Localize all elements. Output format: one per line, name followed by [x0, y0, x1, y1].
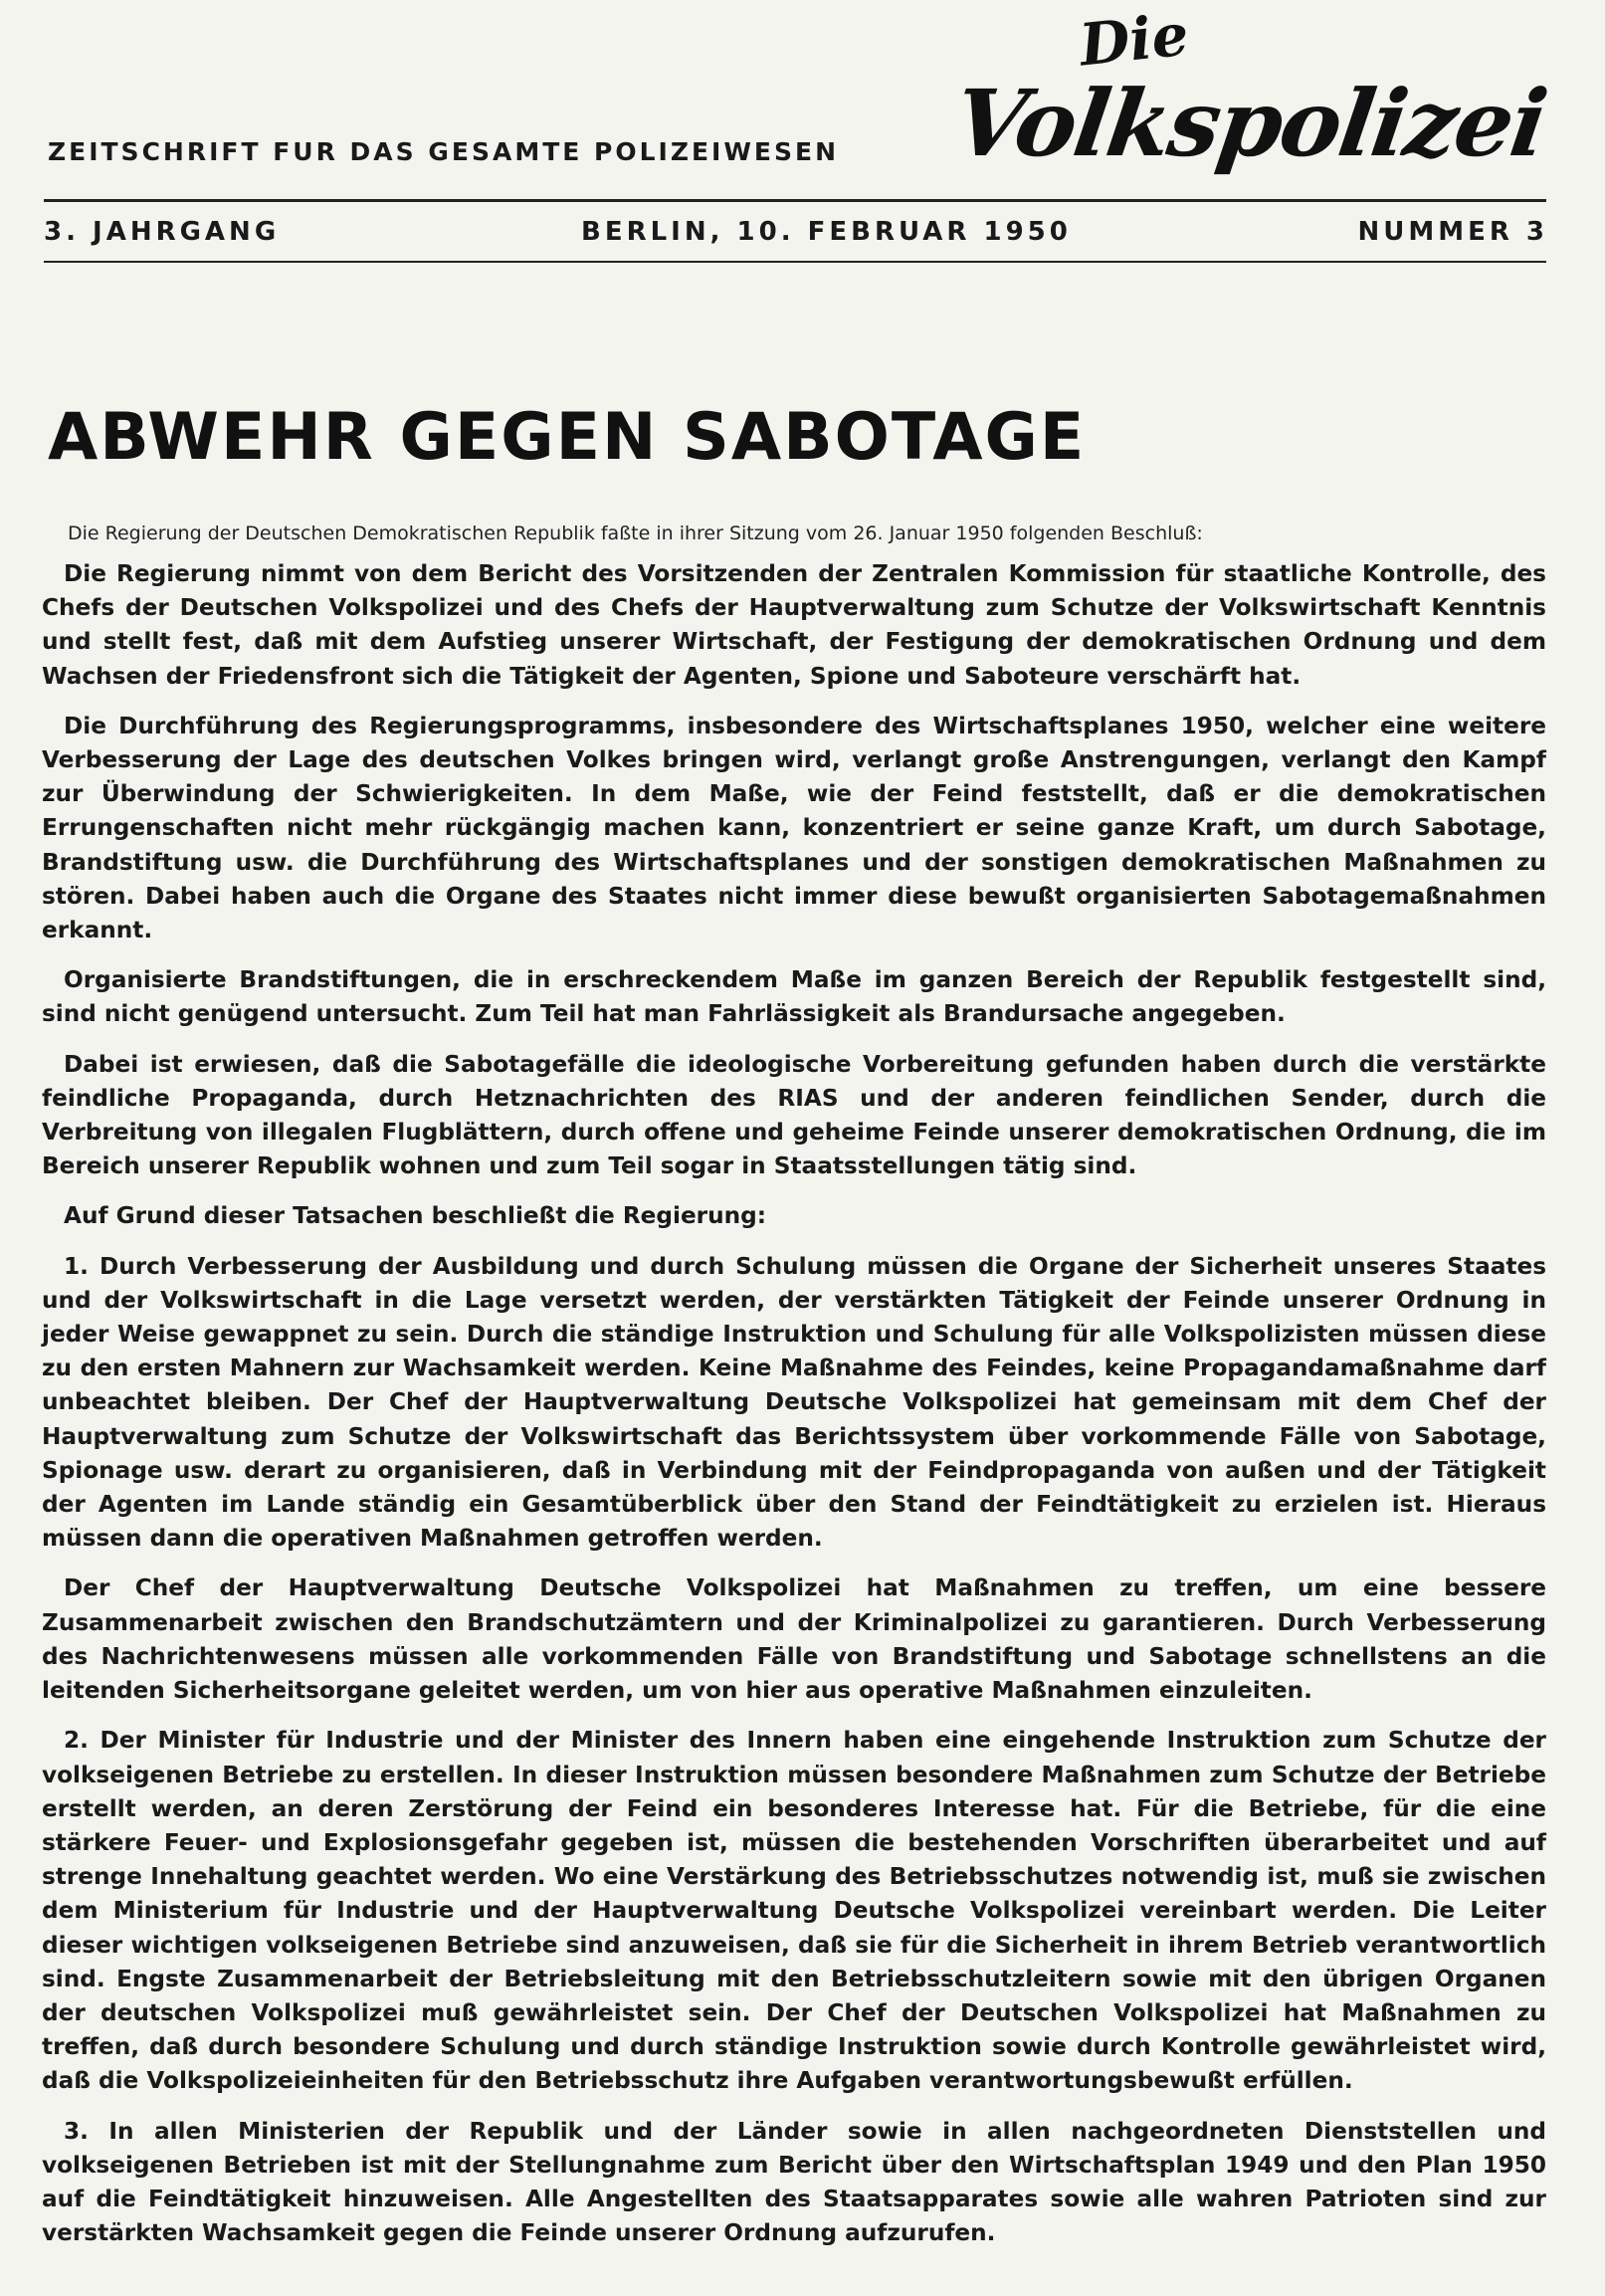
paragraph-8: 2. Der Minister für Industrie und der Minister des Innern haben eine eingehende Instruktion zum Schutze der volkseigenen Betriebe zu erstellen. In dieser Instruktion müssen besondere Maßnahmen zum Schutze der Betriebe erstellt werden, an deren Zerstörung der Feind ein besonderes Interesse hat. Für die Betriebe, für die eine stärkere Feuer- und Explosionsgefahr gegeben ist, müssen die bestehenden Vorschriften überarbeitet und auf strenge Innehaltung geachtet werden. Wo eine Verstärkung des Betriebsschutzes notwendig ist, muß sie zwischen dem Ministerium für Industrie und der Hauptverwaltung Deutsche Volkspolizei vereinbart werden. Die Leiter dieser wichtigen volkseigenen Betriebe sind anzuweisen, daß sie für die Sicherheit in ihrem Betrieb verantwortlich sind. Engste Zusammenarbeit der Betriebsleitung mit den Betriebsschutzleitern sowie mit den übrigen Organen der deutschen Volkspolizei muß gewährleistet sein. Der Chef der Deutschen Volkspolizei hat Maßnahmen zu treffen, daß durch besondere Schulung und durch ständige Instruktion sowie durch Kontrolle gewährleistet wird, daß die Volkspolizeieinheiten für den Betriebsschutz ihre Aufgaben verantwortungsbewußt erfüllen.	[42, 1727, 1546, 2095]
paragraph-6: 1. Durch Verbesserung der Ausbildung und durch Schulung müssen die Organe der Sicherheit unseres Staates und der Volkswirtschaft in die Lage versetzt werden, der verstärkten Tätigkeit der Feinde unserer Ordnung in jeder Weise gewappnet zu sein. Durch die ständige Instruktion und Schulung für alle Volkspolizisten müssen diese zu den ersten Mahnern zur Wachsamkeit werden. Keine Maßnahme des Feindes, keine Propagandamaßnahme darf unbeachtet bleiben. Der Chef der Hauptverwaltung Deutsche Volkspolizei hat gemeinsam mit dem Chef der Hauptverwaltung zum Schutze der Volkswirtschaft das Berichtssystem über vorkommende Fälle von Sabotage, Spionage usw. derart zu organisieren, daß in Verbindung mit der Feindpropaganda von außen und der Tätigkeit der Agenten im Lande ständig ein Gesamtüberblick über den Stand der Feindtätigkeit zu erzielen ist. Hieraus müssen dann die operativen Maßnahmen getroffen werden.	[42, 1252, 1546, 1553]
paragraph-4: Dabei ist erwiesen, daß die Sabotagefälle die ideologische Vorbereitung gefunden haben durch die verstärkte feindliche Propaganda, durch Hetznachrichten des RIAS und der anderen feindlichen Sender, durch die Verbreitung von illegalen Flugblättern, durch offene und geheime Feinde unserer demokratischen Ordnung, die im Bereich unserer Republik wohnen und zum Teil sogar in Staatsstellungen tätig sind.	[42, 1050, 1546, 1180]
issue-number: NUMMER 3	[1357, 217, 1548, 247]
paragraph-2: Die Durchführung des Regierungsprogramms, insbesondere des Wirtschaftsplanes 1950, welcher eine weitere Verbesserung der Lage des deutschen Volkes bringen wird, verlangt große Anstrengungen, verlangt den Kampf zur Überwindung der Schwierigkeiten. In dem Maße, wie der Feind feststellt, daß er die demokratischen Errungenschaften nicht mehr rückgängig machen kann, konzentriert er seine ganze Kraft, um durch Sabotage, Brandstiftung usw. die Durchführung des Wirtschaftsplanes und der sonstigen demokratischen Maßnahmen zu stören. Dabei haben auch die Organe des Staates nicht immer diese bewußt organisierten Sabotagemaßnahmen erkannt.	[42, 712, 1546, 944]
place-date: BERLIN, 10. FEBRUAR 1950	[581, 217, 1072, 247]
logo-volkspolizei: Volkspolizei	[947, 70, 1552, 177]
article-intro: Die Regierung der Deutschen Demokratischen Republik faßte in ihrer Sitzung vom 26. Januar 1950 folgenden Beschluß:	[68, 522, 1203, 544]
paragraph-9: 3. In allen Ministerien der Republik und der Länder sowie in allen nachgeordneten Dienststellen und volkseigenen Betrieben ist mit der Stellungnahme zum Bericht über den Wirtschaftsplan 1949 und den Plan 1950 auf die Feindtätigkeit hinzuweisen. Alle Angestellten des Staatsapparates sowie alle wahren Patrioten sind zur verstärkten Wachsamkeit gegen die Feinde unserer Ordnung aufzurufen.	[42, 2117, 1546, 2247]
paragraph-3: Organisierte Brandstiftungen, die in erschreckendem Maße im ganzen Bereich der Republik festgestellt sind, sind nicht genügend untersucht. Zum Teil hat man Fahrlässigkeit als Brandursache angegeben.	[42, 966, 1546, 1028]
paragraph-7: Der Chef der Hauptverwaltung Deutsche Volkspolizei hat Maßnahmen zu treffen, um eine bessere Zusammenarbeit zwischen den Brandschutzämtern und der Kriminalpolizei zu garantieren. Durch Verbesserung des Nachrichtenwesens müssen alle vorkommenden Fälle von Brandstiftung und Sabotage schnellstens an die leitenden Sicherheitsorgane geleitet werden, um von hier aus operative Maßnahmen einzuleiten.	[42, 1574, 1546, 1705]
publication-logo	[947, 0, 1552, 199]
masthead-subtitle: ZEITSCHRIFT FUR DAS GESAMTE POLIZEIWESEN	[48, 137, 839, 166]
jahrgang: 3. JAHRGANG	[44, 217, 281, 247]
paragraph-1: Die Regierung nimmt von dem Bericht des Vorsitzenden der Zentralen Kommission für staatliche Kontrolle, des Chefs der Deutschen Volkspolizei und des Chefs der Hauptverwaltung zum Schutze der Volkswirtschaft Kenntnis und stellt fest, daß mit dem Aufstieg unserer Wirtschaft, der Festigung der demokratischen Ordnung und dem Wachsen der Friedensfront sich die Tätigkeit der Agenten, Spione und Saboteure verschärft hat.	[42, 560, 1546, 690]
logo-die: Die	[1076, 0, 1192, 80]
article-body	[42, 557, 1546, 2266]
paragraph-5: Auf Grund dieser Tatsachen beschließt die Regierung:	[64, 1202, 766, 1230]
masthead-rule-top	[44, 199, 1546, 202]
article-title: ABWEHR GEGEN SABOTAGE	[48, 400, 1087, 475]
masthead-rule-bottom	[44, 261, 1546, 263]
